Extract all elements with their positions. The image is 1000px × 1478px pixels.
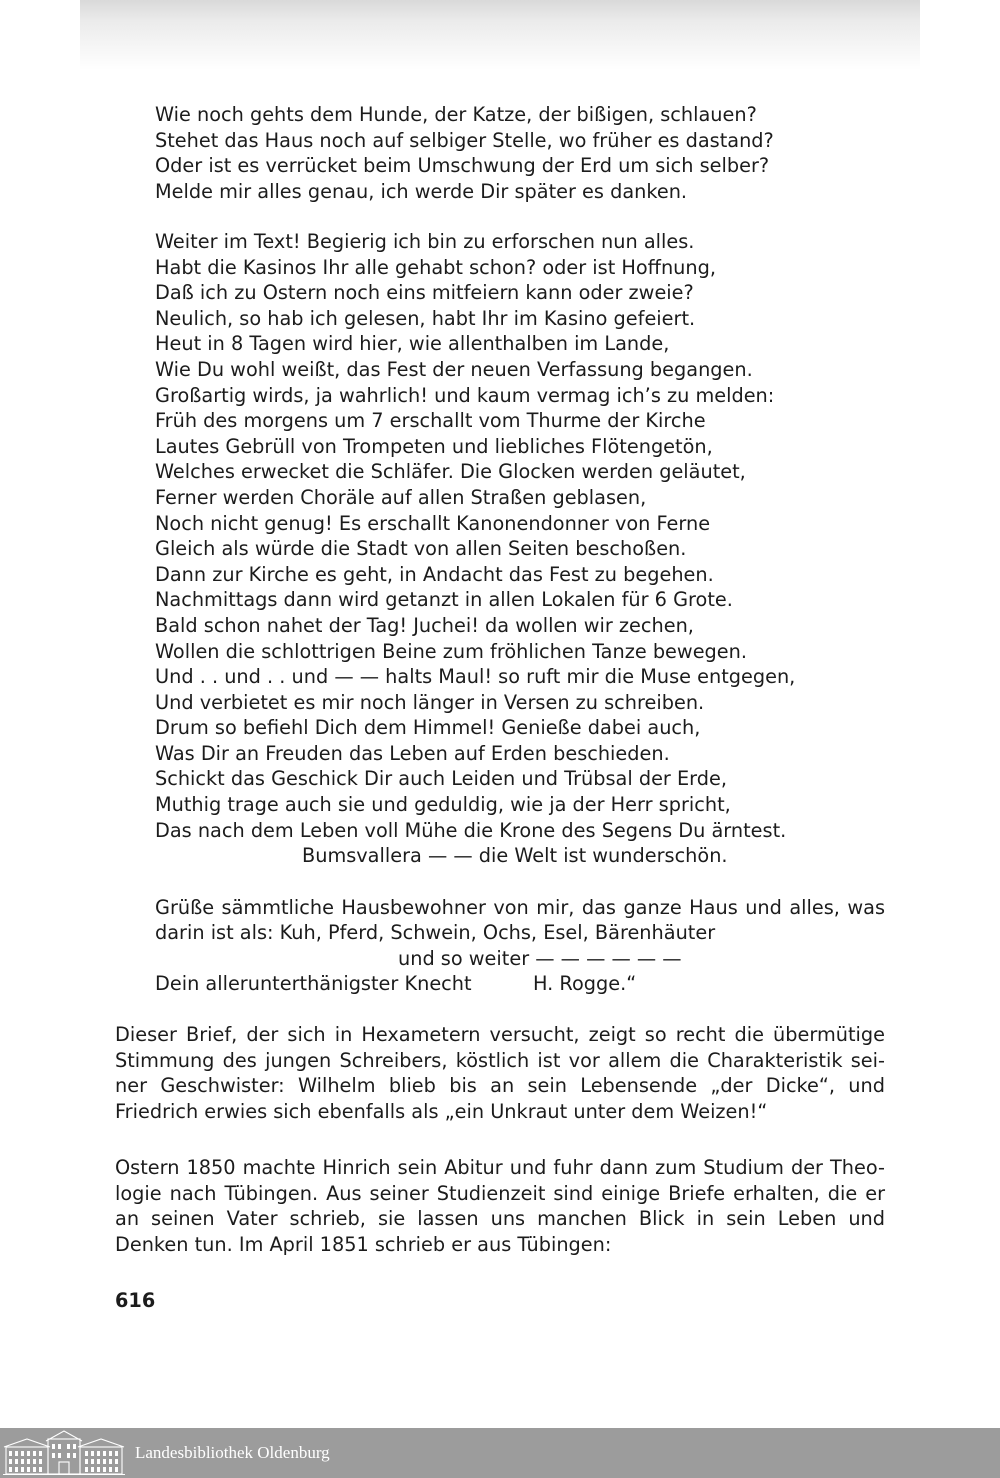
page-number: 616 xyxy=(115,1289,156,1312)
greeting-line: Grüße sämmtliche Hausbewohner von mir, das ganze Haus und alles, was xyxy=(155,896,885,919)
letter-stanza-2 xyxy=(155,229,895,843)
poem-line: Früh des morgens um 7 erschallt vom Thurme der Kirche xyxy=(155,409,706,433)
poem-line: Gleich als würde die Stadt von allen Seiten beschoßen. xyxy=(155,537,687,561)
poem-line: Melde mir alles genau, ich werde Dir später es danken. xyxy=(155,179,688,203)
commentary-paragraph-2 xyxy=(115,1155,885,1257)
letter-signature: H. Rogge.“ xyxy=(533,972,637,996)
poem-line: Neulich, so hab ich gelesen, habt Ihr im Kasino gefeiert. xyxy=(155,306,696,330)
letter-greetings xyxy=(155,895,885,997)
letter-closing: Dein allerunterthänigster Knecht xyxy=(155,972,472,996)
poem-line: Heut in 8 Tagen wird hier, wie allenthalben im Lande, xyxy=(155,332,670,356)
paragraph-line: ner Geschwister: Wilhelm blieb bis an sein Lebensende „der Dicke“, und xyxy=(115,1074,885,1098)
poem-line: Daß ich zu Ostern noch eins mitfeiern kann oder zweie? xyxy=(155,281,694,305)
poem-line: Wollen die schlottrigen Beine zum fröhlichen Tanze bewegen. xyxy=(155,639,748,663)
poem-line: Habt die Kasinos Ihr alle gehabt schon? oder ist Hoffnung, xyxy=(155,255,716,279)
greeting-line: und so weiter — — — — — — xyxy=(398,946,682,970)
paragraph-line: Friedrich erwies sich ebenfalls als „ein Unkraut unter dem Weizen!“ xyxy=(115,1099,768,1123)
commentary-paragraph-1 xyxy=(115,1022,885,1124)
paragraph-line: Dieser Brief, der sich in Hexametern versucht, zeigt so recht die übermütige xyxy=(115,1023,885,1046)
poem-line: Wie Du wohl weißt, das Fest der neuen Verfassung begangen. xyxy=(155,357,753,381)
poem-line: Oder ist es verrücket beim Umschwung der Erd um sich selber? xyxy=(155,154,770,178)
poem-refrain: Bumsvallera — — die Welt ist wunderschön. xyxy=(302,844,728,867)
poem-line: Das nach dem Leben voll Mühe die Krone des Segens Du ärntest. xyxy=(155,818,787,842)
poem-line: Großartig wirds, ja wahrlich! und kaum vermag ich’s zu melden: xyxy=(155,383,775,407)
poem-line: Bald schon nahet der Tag! Juchei! da wollen wir zechen, xyxy=(155,613,694,637)
paragraph-line: logie nach Tübingen. Aus seiner Studienzeit sind einige Briefe erhalten, die er xyxy=(115,1181,885,1205)
poem-line: Noch nicht genug! Es erschallt Kanonendonner von Ferne xyxy=(155,511,711,535)
signature-row xyxy=(155,971,885,996)
library-building-icon xyxy=(3,1430,125,1476)
poem-line: Wie noch gehts dem Hunde, der Katze, der bißigen, schlauen? xyxy=(155,103,757,126)
poem-line: Und verbietet es mir noch länger in Versen zu schreiben. xyxy=(155,690,705,714)
poem-line: Muthig trage auch sie und geduldig, wie ja der Herr spricht, xyxy=(155,793,731,817)
poem-line: Drum so befiehl Dich dem Himmel! Genieße dabei auch, xyxy=(155,716,701,740)
letter-stanza-1 xyxy=(155,102,895,204)
paragraph-line: an seinen Vater schrieb, sie lassen uns manchen Blick in sein Leben und xyxy=(115,1207,885,1231)
library-footer-banner xyxy=(0,1428,1000,1478)
poem-line: Lautes Gebrüll von Trompeten und liebliches Flötengetön, xyxy=(155,434,713,458)
poem-line: Dann zur Kirche es geht, in Andacht das Fest zu begehen. xyxy=(155,562,714,586)
paragraph-line: Denken tun. Im April 1851 schrieb er aus Tübingen: xyxy=(115,1232,612,1256)
poem-line: Was Dir an Freuden das Leben auf Erden beschieden. xyxy=(155,741,670,765)
scan-edge-shadow xyxy=(80,0,920,70)
poem-line: Schickt das Geschick Dir auch Leiden und Trübsal der Erde, xyxy=(155,767,727,791)
library-name: Landesbibliothek Oldenburg xyxy=(135,1443,330,1462)
poem-line: Stehet das Haus noch auf selbiger Stelle, wo früher es dastand? xyxy=(155,128,774,152)
poem-line: Ferner werden Choräle auf allen Straßen geblasen, xyxy=(155,485,647,509)
paragraph-line: Ostern 1850 machte Hinrich sein Abitur und fuhr dann zum Studium der Theo- xyxy=(115,1156,885,1179)
poem-line: Welches erwecket die Schläfer. Die Glocken werden geläutet, xyxy=(155,460,746,484)
greeting-line: darin ist als: Kuh, Pferd, Schwein, Ochs, Esel, Bärenhäuter xyxy=(155,921,716,945)
poem-line: Und . . und . . und — — halts Maul! so ruft mir die Muse entgegen, xyxy=(155,665,796,689)
paragraph-line: Stimmung des jungen Schreibers, köstlich ist vor allem die Charakteristik sei- xyxy=(115,1048,885,1072)
poem-line: Weiter im Text! Begierig ich bin zu erforschen nun alles. xyxy=(155,230,695,253)
poem-line: Nachmittags dann wird getanzt in allen Lokalen für 6 Grote. xyxy=(155,588,733,612)
